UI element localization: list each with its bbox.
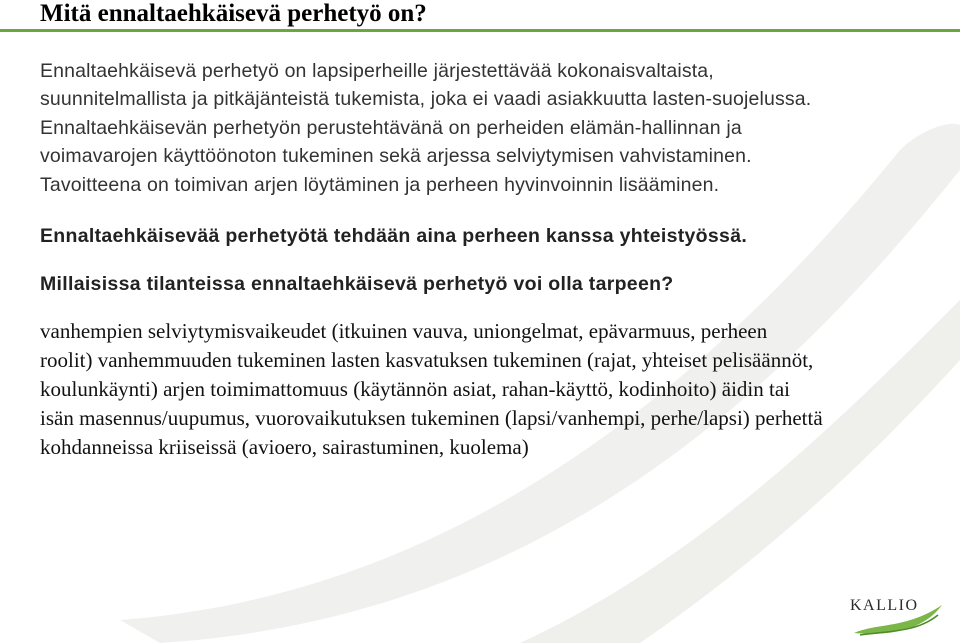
intro-paragraph — [40, 57, 940, 199]
intro-line: Ennaltaehkäisevän perhetyön perustehtävänä on perheiden elämän-hallinnan ja — [40, 116, 742, 139]
intro-line: Ennaltaehkäisevä perhetyö on lapsiperheille järjestettävää kokonaisvaltaista, — [40, 60, 714, 82]
situations-line: koulunkäynti) arjen toimimattomuus (käytännön asiat, rahan-käyttö, kodinhoito) äidin tai — [40, 377, 791, 402]
intro-line: Tavoitteena on toimivan arjen löytäminen ja perheen hyvinvoinnin lisääminen. — [40, 173, 720, 196]
logo-text: KALLIO — [850, 597, 919, 614]
cooperation-statement: Ennaltaehkäisevää perhetyötä tehdään aina perheen kanssa yhteistyössä. — [40, 225, 748, 248]
intro-line: suunnitelmallista ja pitkäjänteistä tukemista, joka ei vaadi asiakkuutta lasten-suojelussa. — [40, 88, 812, 111]
main-content — [40, 57, 940, 462]
kallio-logo — [846, 593, 946, 639]
logo-leaf-icon — [846, 593, 946, 639]
situations-paragraph — [40, 317, 940, 462]
situations-line: isän masennus/uupumus, vuorovaikutuksen tukeminen (lapsi/vanhempi, perhe/lapsi) perhettä — [40, 406, 823, 431]
intro-line: voimavarojen käyttöönoton tukeminen sekä arjessa selviytymisen vahvistaminen. — [40, 145, 752, 168]
situations-line: vanhempien selviytymisvaikeudet (itkuinen vauva, uniongelmat, epävarmuus, perheen — [40, 319, 768, 344]
situations-line: roolit) vanhemmuuden tukeminen lasten kasvatuksen tukeminen (rajat, yhteiset pelisäännöt, — [40, 348, 814, 373]
situations-question: Millaisissa tilanteissa ennaltaehkäisevä perhetyö voi olla tarpeen? — [40, 273, 674, 296]
situations-line: kohdanneissa kriiseissä (avioero, sairastuminen, kuolema) — [40, 435, 529, 460]
title-bar — [0, 0, 960, 32]
page-title: Mitä ennaltaehkäisevä perhetyö on? — [40, 0, 427, 27]
